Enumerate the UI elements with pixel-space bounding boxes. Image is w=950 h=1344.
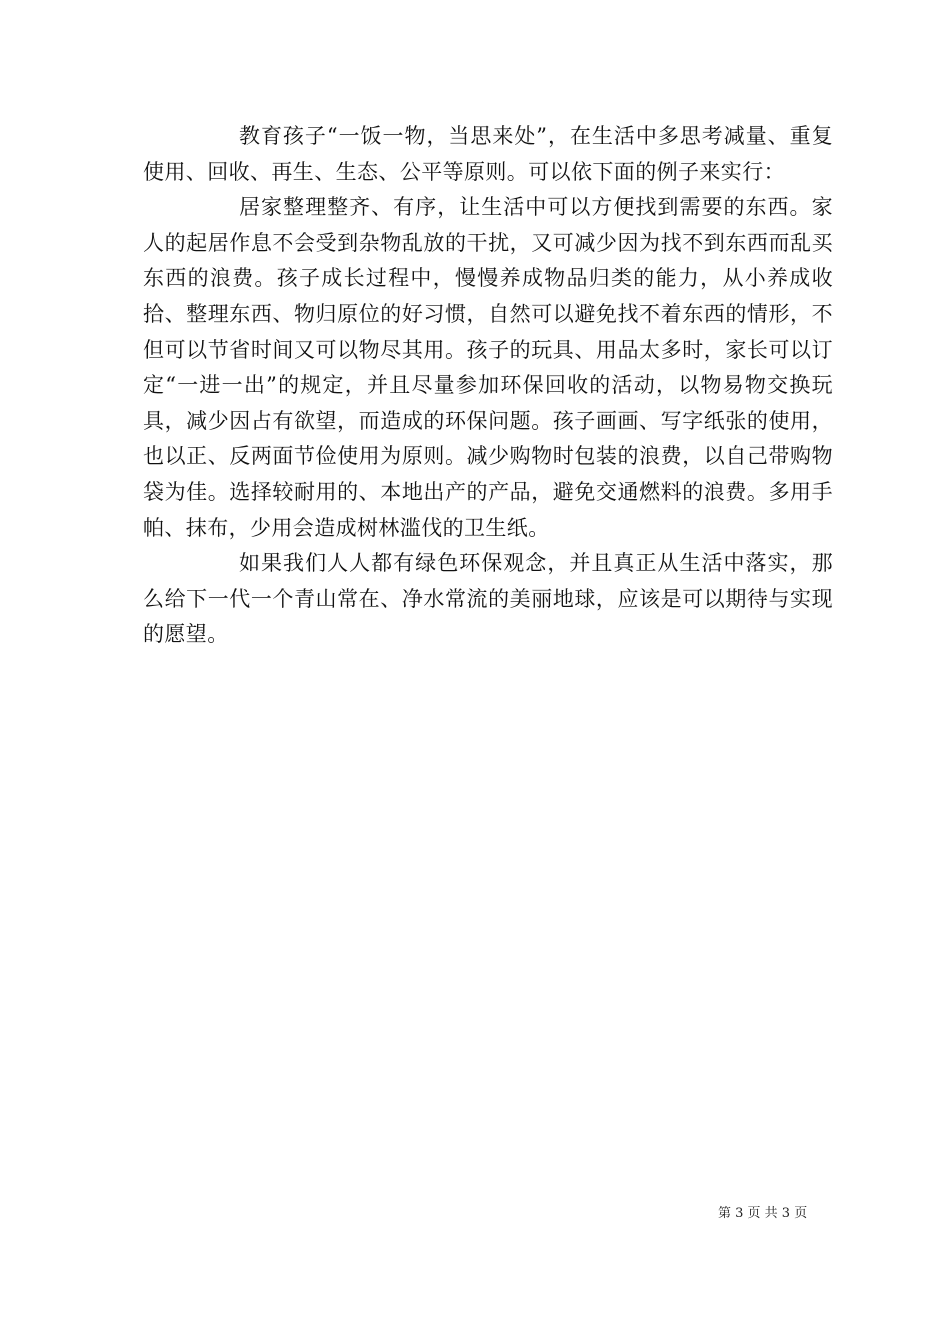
- page-number: 第 3 页 共 3 页: [718, 1206, 808, 1221]
- paragraph-conclusion: 如果我们人人都有绿色环保观念，并且真正从生活中落实，那么给下一代一个青山常在、净水常流的美丽地球，应该是可以期待与实现的愿望。: [143, 551, 833, 647]
- paragraph-intro: 教育孩子“一饭一物，当思来处”，在生活中多思考减量、重复使用、回收、再生、生态、公平等原则。可以依下面的例子来实行：: [143, 124, 833, 184]
- paragraph-examples: 居家整理整齐、有序，让生活中可以方便找到需要的东西。家人的起居作息不会受到杂物乱放的干扰，又可减少因为找不到东西而乱买东西的浪费。孩子成长过程中，慢慢养成物品归类的能力，从小养成收拾、整理东西、物归原位的好习惯，自然可以避免找不着东西的情形，不但可以节省时间又可以物尽其用。孩子的玩具、用品太多时，家长可以订定“一进一出”的规定，并且尽量参加环保回收的活动，以物易物交换玩具，减少因占有欲望，而造成的环保问题。孩子画画、写字纸张的使用，也以正、反两面节俭使用为原则。减少购物时包装的浪费，以自己带购物袋为佳。选择较耐用的、本地出产的产品，避免交通燃料的浪费。多用手帕、抹布，少用会造成树林滥伐的卫生纸。: [143, 195, 833, 540]
- document-body: [143, 119, 833, 653]
